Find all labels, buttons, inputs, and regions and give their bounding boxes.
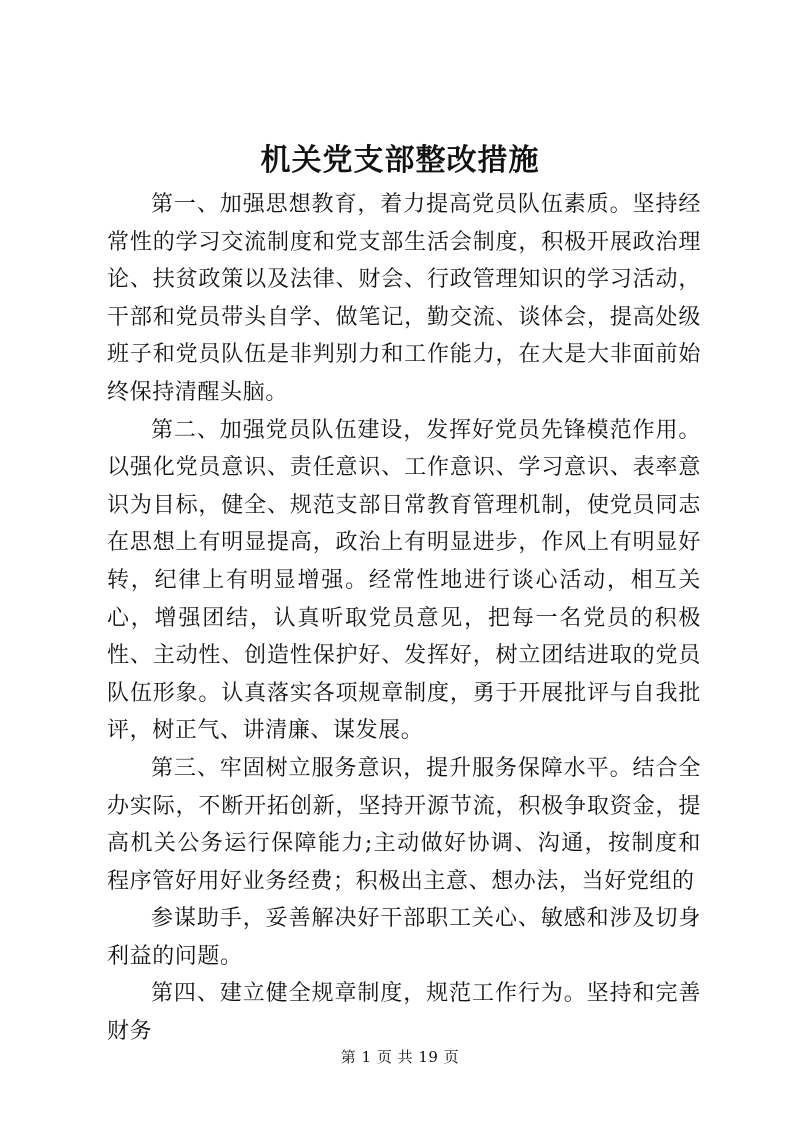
- document-title: 机关党支部整改措施: [260, 143, 540, 178]
- paragraph-5: 第四、建立健全规章制度，规范工作行为。坚持和完善财务: [107, 981, 701, 1045]
- paragraph-4: 参谋助手，妥善解决好干部职工关心、敏感和涉及切身利益的问题。: [107, 906, 701, 969]
- paragraph-3: 第三、牢固树立服务意识，提升服务保障水平。结合全办实际，不断开拓创新，坚持开源节流，积极争取资金，提高机关公务运行保障能力;主动做好协调、沟通，按制度和程序管好用好业务经费；积极出主意、想办法，当好党组的: [107, 755, 701, 894]
- document-body: [107, 186, 701, 1051]
- paragraph-2: 第二、加强党员队伍建设，发挥好党员先锋模范作用。以强化党员意识、责任意识、工作意识、学习意识、表率意识为目标，健全、规范支部日常教育管理机制，使党员同志在思想上有明显提高，政治上有明显进步，作风上有明显好转，纪律上有明显增强。经常性地进行谈心活动，相互关心，增强团结，认真听取党员意见，把每一名党员的积极性、主动性、创造性保护好、发挥好，树立团结进取的党员队伍形象。认真落实各项规章制度，勇于开展批评与自我批评，树正气、讲清廉、谋发展。: [107, 417, 701, 744]
- paragraph-1: 第一、加强思想教育，着力提高党员队伍素质。坚持经常性的学习交流制度和党支部生活会制度，积极开展政治理论、扶贫政策以及法律、财会、行政管理知识的学习活动，干部和党员带头自学、做笔记，勤交流、谈体会，提高处级班子和党员队伍是非判别力和工作能力，在大是大非面前始终保持清醒头脑。: [107, 192, 701, 405]
- page-footer: 第 1 页 共 19 页: [340, 1048, 460, 1066]
